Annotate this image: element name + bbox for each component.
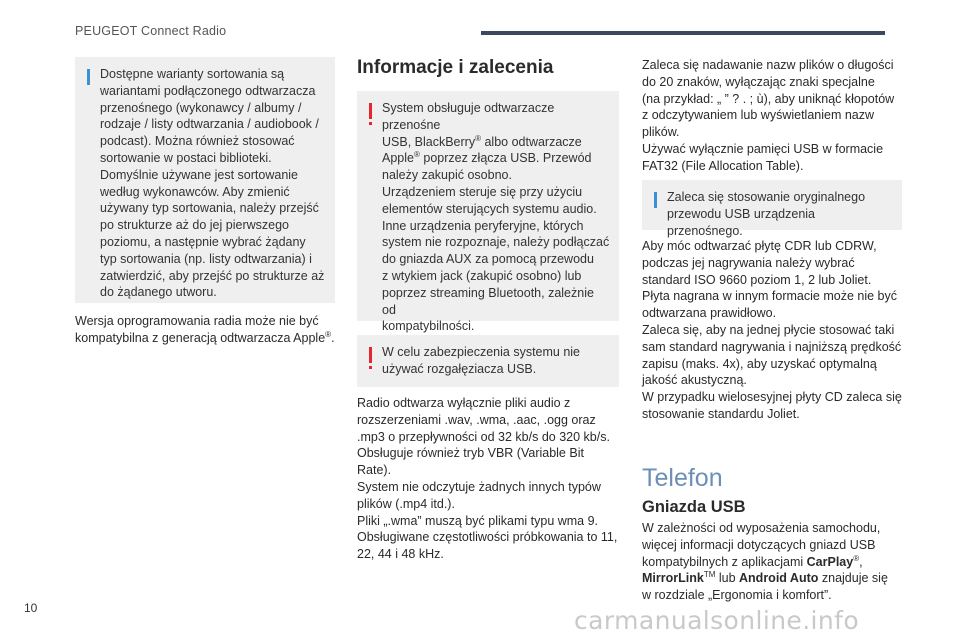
- info-box-sorting-text: Dostępne warianty sortowania są wariantami podłączonego odtwarzacza przenośnego (wykonawcy / albumy / rodzaje / listy odtwarzania / audiobook / podcast). Można również stosować sortowanie w postaci biblioteki. Domyślnie używane jest sortowanie według wykonawców. Aby zmienić używany typ sortowania, należy przejść po strukturze aż do jej pierwszego poziomu, a następnie wybrać żądany typ sortowania (np. listy odtwarzania) i zatwierdzić, aby przejść po strukturze aż do żądanego utworu.: [100, 67, 325, 300]
- info-box-sorting: [75, 57, 335, 303]
- cd-note: Aby móc odtwarzać płytę CDR lub CDRW, podczas jej nagrywania należy wybrać standard ISO 9660 poziom 1, 2 lub Joliet. Płyta nagrana w innym formacie może nie być odtwarzana prawidłowo. Zaleca się, aby na jednej płycie stosować taki sam standard nagrywania i najniższą prędkość zapisu (maks. 4x), aby uzyskać optymalną jakość akustyczną. W przypadku wielosesyjnej płyty CD zaleca się stosowanie standardu Joliet.: [642, 239, 902, 421]
- header-title: PEUGEOT Connect Radio: [75, 24, 227, 38]
- fat32-note: Używać wyłącznie pamięci USB w formacie FAT32 (File Allocation Table).: [642, 142, 884, 173]
- usb-sockets-title: Gniazda USB: [642, 498, 746, 516]
- section-title: Informacje i zalecenia: [357, 57, 554, 78]
- page-number: 10: [24, 601, 38, 615]
- warning-icon: [369, 347, 372, 363]
- warning-box-usb-players-text: System obsługuje odtwarzacze przenośne USB, BlackBerry® albo odtwarzacze Apple® poprzez złącza USB. Przewód należy zakupić osobno. Urządzeniem steruje się przy użyciu elementów sterujących systemu audio. Inne urządzenia peryferyjne, których system nie rozpoznaje, należy podłączać do gniazda AUX za pomocą przewodu z wtykiem jack (zakupić osobno) lub poprzez streaming Bluetooth, zależnie od kompatybilności.: [382, 101, 610, 334]
- header-bar: [481, 31, 885, 35]
- warning-box-usb-hub: [357, 335, 619, 387]
- warning-box-usb-hub-text: W celu zabezpieczenia systemu nie używać rozgałęziacza USB.: [382, 345, 581, 376]
- info-icon: [87, 69, 90, 85]
- telefon-title: Telefon: [642, 464, 723, 492]
- usb-sockets-note: W zależności od wyposażenia samochodu, więcej informacji dotyczących gniazd USB kompatybilnych z aplikacjami CarPlay®, MirrorLink™ lub Android Auto znajduje się w rozdziale „Ergonomia i komfort”.: [642, 521, 888, 603]
- info-icon: [654, 192, 657, 208]
- watermark: carmanualsonline.info: [574, 606, 860, 635]
- file-names-note: Zaleca się nadawanie nazw plików o długości do 20 znaków, wyłączając znaki specjalne (na przykład: „ ” ? . ; ù), aby uniknąć kłopotów z odczytywaniem lub wyświetlaniem nazw plików.: [642, 58, 895, 140]
- version-note: Wersja oprogramowania radia może nie być kompatybilna z generacją odtwarzacza Apple®.: [75, 314, 335, 345]
- warning-box-usb-players: [357, 91, 619, 334]
- warning-icon: [369, 103, 372, 119]
- info-box-usb-cable: [642, 180, 902, 238]
- info-box-usb-cable-text: Zaleca się stosowanie oryginalnego przewodu USB urządzenia przenośnego.: [667, 190, 866, 238]
- audio-formats: Radio odtwarza wyłącznie pliki audio z rozszerzeniami .wav, .wma, .aac, .ogg oraz .mp3 o przepływności od 32 kb/s do 320 kb/s. Obsługuje również tryb VBR (Variable Bit Rate). System nie odczytuje żadnych innych typów plików (.mp4 itd.). Pliki „.wma” muszą być plikami typu wma 9. Obsługiwane częstotliwości próbkowania to 11, 22, 44 i 48 kHz.: [357, 396, 618, 562]
